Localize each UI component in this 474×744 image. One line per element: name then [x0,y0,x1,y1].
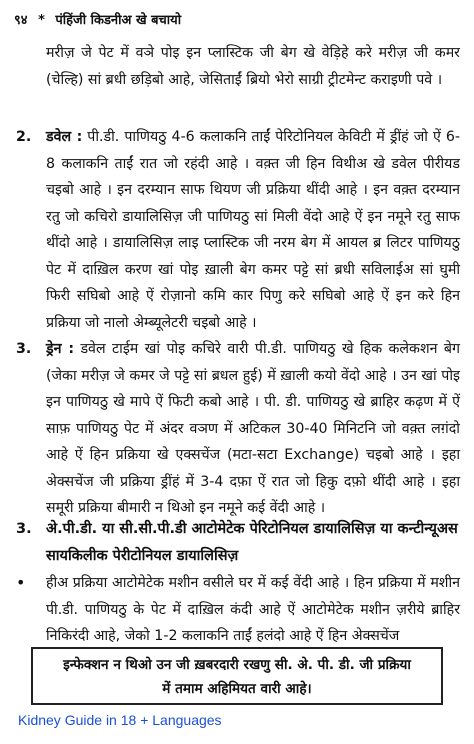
item-text: पी.डी. पाणियठु 4-6 कलाकनि ताईं पेरिटोनियल केविटी में ड्रींहं जो ऐं 6-8 कलाकनि ताईं रात जो रहंदी आहे । वक़्त जी हिन विथीअ खे डवेल पीरीयड चइबो आहे । इन दरम्यान साफ थियण जी प्रक्रिया थींदी आहे । इन वक़्त दरम्यान रतु जो कचिरो डायालिसिज़ जी पाणियठु सां मिली वेंदो आहे ऐं इन नमूने रतु साफ थींदो आहे । डायालिसिज़ लाइ प्लास्टिक जी नरम बेग में आयल ब्र लिटर पाणियठु पेट में दाख़िल करण खां पोइ ख़ाली बेग कमर पट्टे सां ब्रधी सविलाईअ सां घुमी फिरी सघिबो आहे ऐं रोज़ानो कमि कार पिणु करे सघिबो आहे ऐं इन करे हिन प्रक्रिया जो नालो अेम्ब्यूलेटरी चइबो आहे । [46,129,460,331]
page-header [14,10,181,28]
list-item-dwell [16,124,460,336]
footer-label: Kidney Guide in 18 + Languages [18,712,222,728]
list-item-drain [16,336,460,522]
book-title: पंहिंजी किडनीअ खे बचायो [55,13,182,28]
intro-paragraph: मरीज़ जे पेट में वञे पोइ इन प्लास्टिक जी बेग खे वेड़िहे करे मरीज़ जी कमर (चेल्हि) सां ब्रधी छड़िबो आहे, जेसिताईं ब्रियो भेरो साग्री ट्रीटमेन्ट कराइणी पवे । [46,45,460,88]
item-number: 2. [16,129,32,145]
item-term: ड्रेन : [46,341,75,357]
item-body [46,124,460,336]
bullet-text: हीअ प्रक्रिया आटोमेटेक मशीन वसीले घर में कई वेंदी आहे । हिन प्रक्रिया में मशीन पी.डी. पाणियठु के पेट में दाख़िल कंदी आहे ऐं आटोमेटेक मशीन ज़रीये ब्राहिर निकिरंदी आहे, जेको 1-2 कलाकनि ताईं हलंदो आहे ऐं हिन अेक्सचेंज [46,575,460,644]
note-line-2: में तमाम अहिमियत वारी आहे। [162,681,312,697]
bullet-item [16,570,460,650]
bullet-icon: • [16,573,26,592]
item-term: डवेल : [46,129,83,145]
section-number: 3. [16,521,32,537]
note-line-1: इन्फेक्शन न थिओ उन जी ख़बरदारी रखणु सी. अे. पी. डी. जी प्रक्रिया [63,657,411,673]
warning-note-box [31,647,443,705]
section-title: अे.पी.डी. या सी.सी.पी.डी आटोमेटेक पेरिटोनियल डायालिसिज़ या कन्टीन्यूअस सायकिलीक पेरीटोनियल डायालिसिज़ [46,521,458,564]
item-number: 3. [16,341,32,357]
header-separator: * [38,13,45,28]
item-text: डवेल टाईम खां पोइ कचिरे वारी पी.डी. पाणियठु खे हिक कलेकशन बेग (जेका मरीज़ जे कमर जे पट्टे सां ब्रधल हुई) में ख़ाली कयो वेंदो आहे । उन खां पोइ इन पाणियठु खे मापे ऐं फिटी कबो आहे । पी. डी. पाणियठु खे ब्राहिर कढ़ण में ऐं साफ़ पाणियठु पेट में अंदर वञण में अटिकल 30-40 मिनिटनि जो वक़्त लग़ंदो आहे ऐं हिन प्रक्रिया खे एक्सचेंज (मटा-सटा Exchange) चइबो आहे । इहा अेक्सचेंज जी प्रक्रिया ड्रींहं में 3-4 दफ़ा ऐं रात जो हिकु दफ़ो थींदी आहे । इहा समूरी प्रक्रिया बीमारी न थिओ इन नमूने कई वेंदी आहे । [46,341,461,516]
page-number: ९४ [14,13,28,28]
item-body [46,336,460,522]
section-heading [16,516,460,570]
